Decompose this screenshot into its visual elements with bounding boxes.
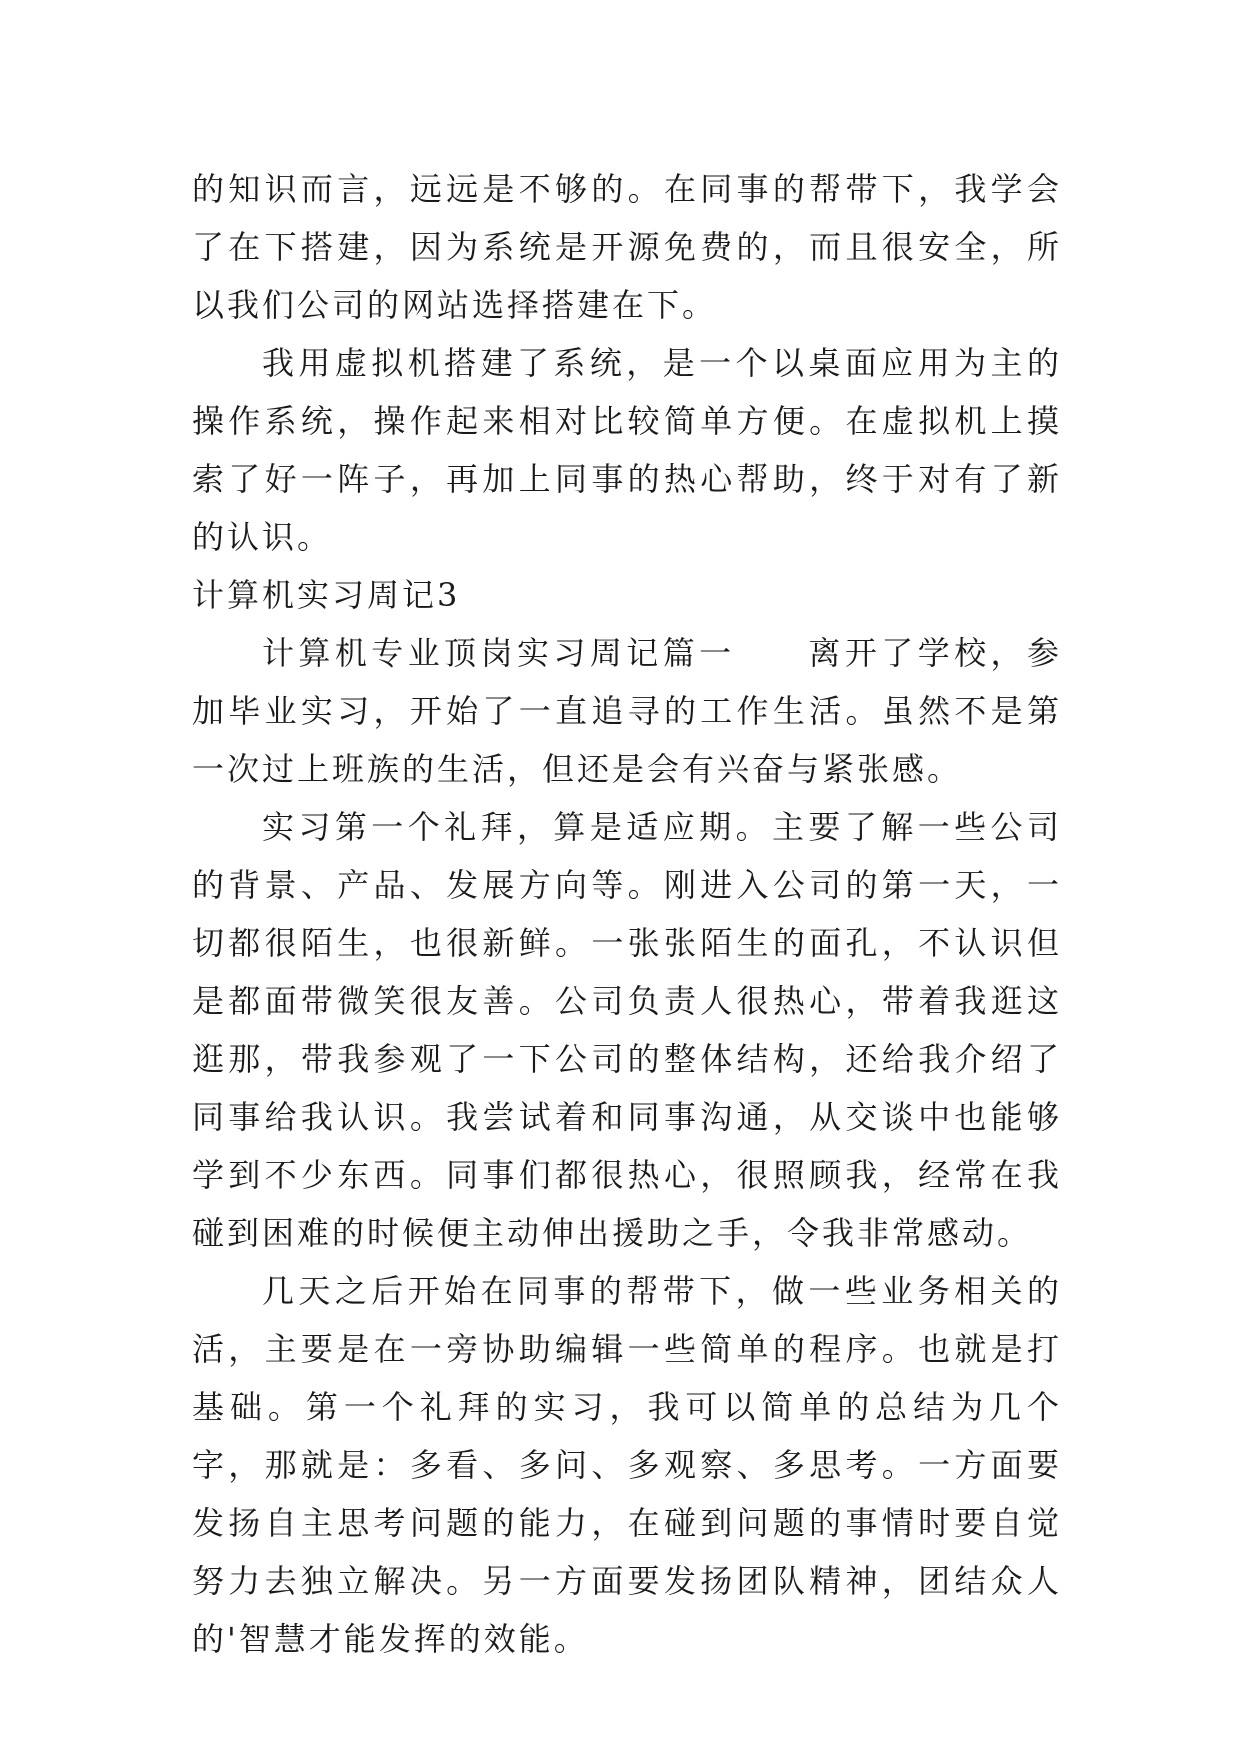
- paragraph-intro: 计算机专业顶岗实习周记篇一 离开了学校，参加毕业实习，开始了一直追寻的工作生活。虽然不是第一次过上班族的生活，但还是会有兴奋与紧张感。: [192, 634, 1062, 788]
- paragraph-continuation: 的知识而言，远远是不够的。在同事的帮带下，我学会了在下搭建，因为系统是开源免费的，而且很安全，所以我们公司的网站选择搭建在下。: [192, 170, 1062, 324]
- paragraph-first-week: 实习第一个礼拜，算是适应期。主要了解一些公司的背景、产品、发展方向等。刚进入公司的第一天，一切都很陌生，也很新鲜。一张张陌生的面孔，不认识但是都面带微笑很友善。公司负责人很热心，带着我逛这逛那，带我参观了一下公司的整体结构，还给我介绍了同事给我认识。我尝试着和同事沟通，从交谈中也能够学到不少东西。同事们都很热心，很照顾我，经常在我碰到困难的时候便主动伸出援助之手，令我非常感动。: [192, 808, 1062, 1252]
- paragraph-virtual-machine: 我用虚拟机搭建了系统，是一个以桌面应用为主的操作系统，操作起来相对比较简单方便。在虚拟机上摸索了好一阵子，再加上同事的热心帮助，终于对有了新的认识。: [192, 344, 1062, 556]
- document-body: [192, 160, 1062, 1668]
- paragraph-summary: 几天之后开始在同事的帮带下，做一些业务相关的活，主要是在一旁协助编辑一些简单的程序。也就是打基础。第一个礼拜的实习，我可以简单的总结为几个字，那就是：多看、多问、多观察、多思考。一方面要发扬自主思考问题的能力，在碰到问题的事情时要自觉努力去独立解决。另一方面要发扬团队精神，团结众人的'智慧才能发挥的效能。: [192, 1272, 1062, 1658]
- section-heading: 计算机实习周记3: [192, 576, 461, 614]
